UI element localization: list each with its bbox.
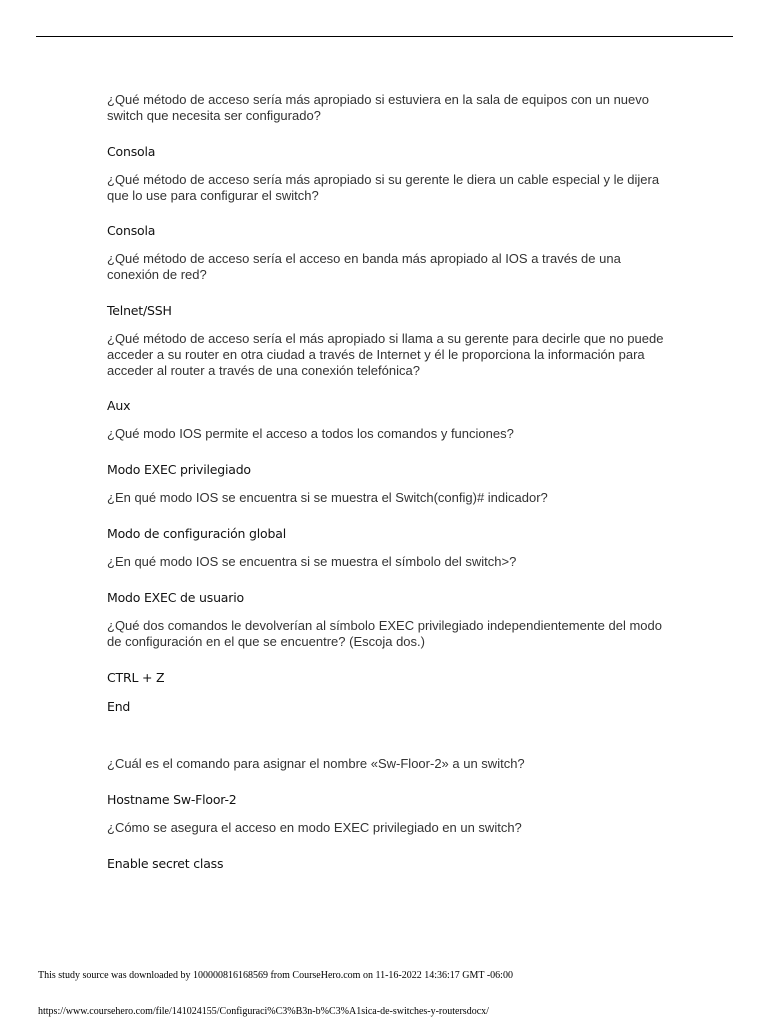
question-10: ¿Cómo se asegura el acceso en modo EXEC privilegiado en un switch? — [107, 820, 522, 835]
source-url[interactable]: https://www.coursehero.com/file/141024155/Configuraci%C3%B3n-b%C3%A1sica-de-switches-y-routersdocx/ — [38, 1006, 489, 1017]
answer-8a: CTRL + Z — [107, 670, 165, 685]
answer-4: Aux — [107, 398, 131, 413]
question-3: ¿Qué método de acceso sería el acceso en banda más apropiado al IOS a través de una conexión de red? — [107, 251, 621, 282]
answer-8b: End — [107, 699, 131, 714]
question-8: ¿Qué dos comandos le devolverían al símbolo EXEC privilegiado independientemente del modo de configuración en el que se encuentre? (Escoja dos.) — [107, 618, 662, 649]
answer-3: Telnet/SSH — [107, 303, 172, 318]
answer-1: Consola — [107, 144, 156, 159]
answer-9: Hostname Sw-Floor-2 — [107, 792, 237, 807]
question-6: ¿En qué modo IOS se encuentra si se muestra el Switch(config)# indicador? — [107, 490, 548, 505]
header-rule — [36, 36, 733, 37]
question-4: ¿Qué método de acceso sería el más apropiado si llama a su gerente para decirle que no puede acceder a su router en otra ciudad a través de Internet y él le proporciona la información para acceder al router a través de una conexión telefónica? — [107, 331, 664, 378]
question-9: ¿Cuál es el comando para asignar el nombre «Sw-Floor-2» a un switch? — [107, 756, 525, 771]
question-2: ¿Qué método de acceso sería más apropiado si su gerente le diera un cable especial y le dijera que lo use para configurar el switch? — [107, 172, 660, 203]
answer-6: Modo de configuración global — [107, 526, 286, 541]
answer-5: Modo EXEC privilegiado — [107, 462, 251, 477]
answer-10: Enable secret class — [107, 856, 224, 871]
answer-2: Consola — [107, 223, 156, 238]
question-7: ¿En qué modo IOS se encuentra si se muestra el símbolo del switch>? — [107, 554, 517, 569]
answer-7: Modo EXEC de usuario — [107, 590, 244, 605]
download-notice: This study source was downloaded by 100000816168569 from CourseHero.com on 11-16-2022 14:36:17 GMT -06:00 — [38, 970, 513, 981]
question-1: ¿Qué método de acceso sería más apropiado si estuviera en la sala de equipos con un nuevo switch que necesita ser configurado? — [107, 92, 650, 123]
question-5: ¿Qué modo IOS permite el acceso a todos los comandos y funciones? — [107, 426, 514, 441]
